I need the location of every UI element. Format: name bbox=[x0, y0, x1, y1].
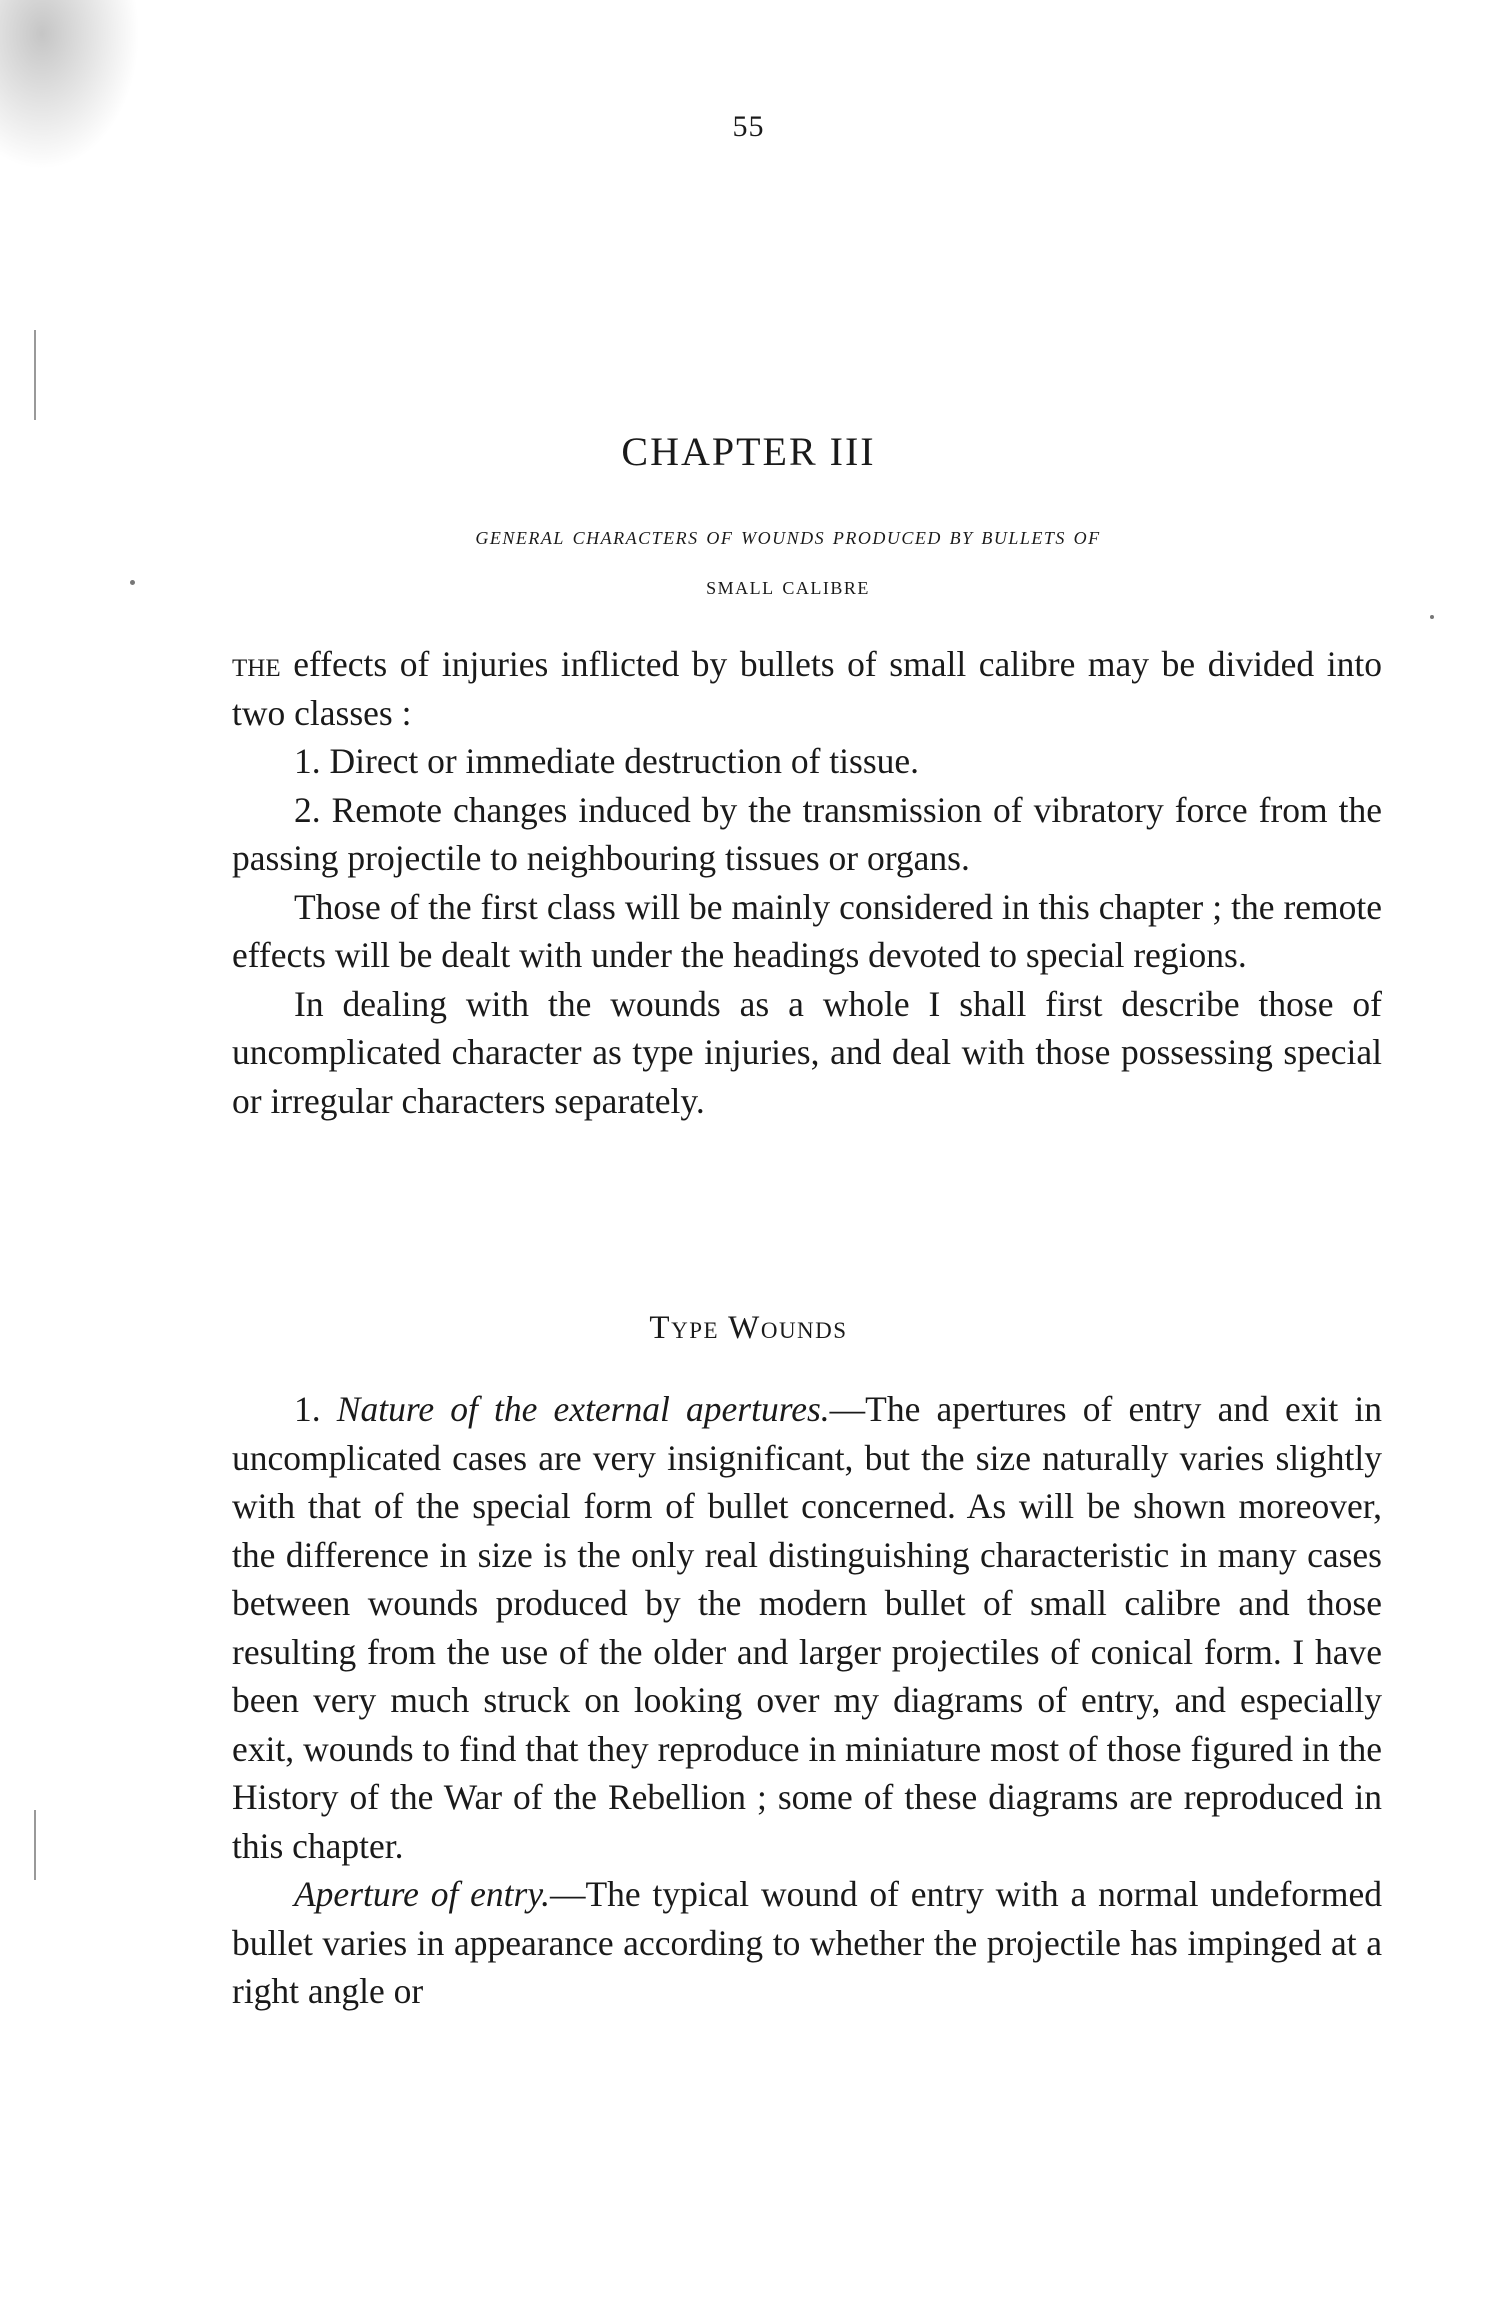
chapter-subtitle bbox=[218, 512, 1358, 612]
section-heading: Type Wounds bbox=[649, 1310, 848, 1346]
scan-speck bbox=[130, 580, 135, 585]
intro-paragraph: In dealing with the wounds as a whole I shall first describe those of uncomplicated character as type injuries, and deal with those possessing special or irregular characters separately. bbox=[232, 983, 1382, 1121]
scan-speck bbox=[1430, 615, 1434, 619]
chapter-title: CHAPTER III bbox=[621, 429, 876, 474]
chapter-subtitle-line-1: general characters of wounds produced by bullets of bbox=[475, 523, 1101, 550]
paragraph-italic-heading: Nature of the external apertures. bbox=[336, 1389, 830, 1429]
lead-word: the bbox=[232, 644, 281, 684]
paragraph-number: 1. bbox=[294, 1389, 321, 1429]
intro-paragraph-text: effects of injuries inflicted by bullets of small calibre may be divided into two classes : bbox=[232, 644, 1382, 733]
scan-edge-mark bbox=[34, 1810, 36, 1880]
paragraph-text: —The apertures of entry and exit in uncomplicated cases are very insignificant, but the size naturally varies slightly with that of the special form of bullet concerned. As will be shown moreover, the difference in size is the only real distinguishing characteristic in many cases between wounds produced by the modern bullet of small calibre and those resulting from the use of the older and larger projectiles of conical form. I have been very much struck on looking over my diagrams of entry, and especially exit, wounds to find that they reproduce in miniature most of those figured in the History of the War of the Rebellion ; some of these diagrams are reproduced in this chapter. bbox=[232, 1389, 1383, 1866]
intro-list-item-2: 2. Remote changes induced by the transmission of vibratory force from the passing projectile to neighbouring tissues or organs. bbox=[232, 789, 1382, 878]
intro-paragraph: Those of the first class will be mainly considered in this chapter ; the remote effects will be dealt with under the headings devoted to special regions. bbox=[232, 886, 1382, 975]
section-paragraph bbox=[232, 1385, 1382, 1870]
intro-text bbox=[232, 640, 1382, 1125]
section-text bbox=[232, 1385, 1382, 2016]
scan-smudge bbox=[0, 0, 140, 170]
scan-edge-mark bbox=[34, 330, 36, 420]
paragraph-text: —The typical wound of entry with a normal undeformed bullet varies in appearance according to whether the projectile has impinged at a right angle or bbox=[232, 1874, 1382, 2011]
chapter-subtitle-line-2: small calibre bbox=[706, 573, 870, 600]
intro-list-item-1: 1. Direct or immediate destruction of tissue. bbox=[294, 741, 920, 781]
paragraph-italic-heading: Aperture of entry. bbox=[294, 1874, 550, 1914]
intro-paragraph bbox=[232, 640, 1382, 737]
page-number: 55 bbox=[732, 110, 765, 143]
section-paragraph bbox=[232, 1870, 1382, 2016]
